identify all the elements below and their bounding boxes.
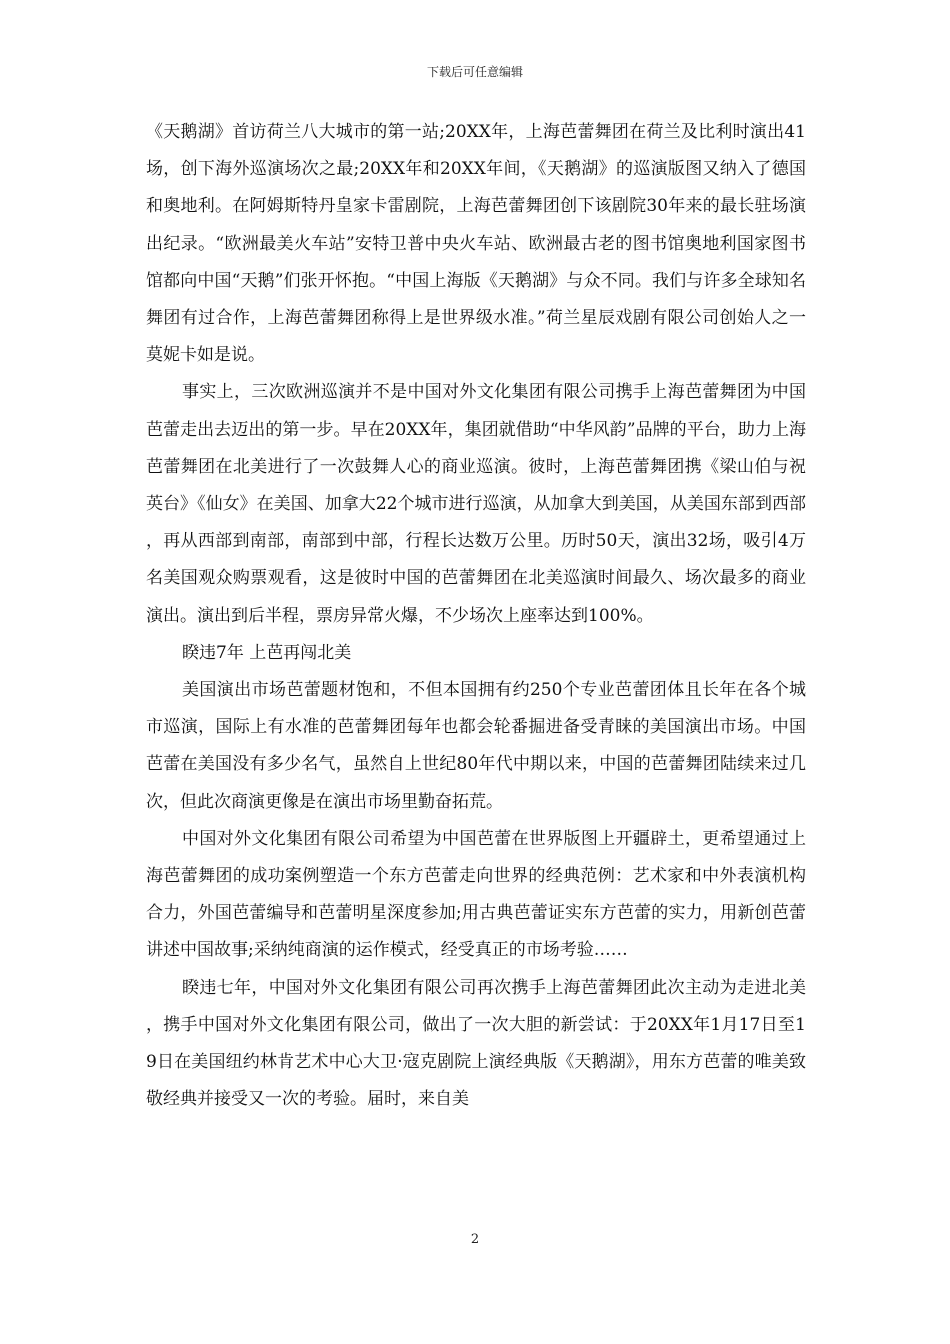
paragraph: 睽违七年，中国对外文化集团有限公司再次携手上海芭蕾舞团此次主动为走进北美，携手中国对外文化集团有限公司，做出了一次大胆的新尝试：于20XX年1月17日至19日在美国纽约林肯艺术中心大卫·寇克剧院上演经典版《天鹅湖》，用东方芭蕾的唯美致敬经典并接受又一次的考验。届时，来自美 (146, 977, 806, 1110)
paragraph: 美国演出市场芭蕾题材饱和，不但本国拥有约250个专业芭蕾团体且长年在各个城市巡演，国际上有水准的芭蕾舞团每年也都会轮番掘进备受青睐的美国演出市场。中国芭蕾在美国没有多少名气，虽然自上世纪80年代中期以来，中国的芭蕾舞团陆续来过几次，但此次商演更像是在演出市场里勤奋拓荒。 (146, 680, 806, 812)
page-number: 2 (470, 1232, 480, 1247)
paragraph: 中国对外文化集团有限公司希望为中国芭蕾在世界版图上开疆辟土，更希望通过上海芭蕾舞团的成功案例塑造一个东方芭蕾走向世界的经典范例：艺术家和中外表演机构合力，外国芭蕾编导和芭蕾明星深度参加;用古典芭蕾证实东方芭蕾的实力，用新创芭蕾讲述中国故事;采纳纯商演的运作模式，经受真正的市场考验…… (146, 828, 806, 961)
paragraph: 事实上，三次欧洲巡演并不是中国对外文化集团有限公司携手上海芭蕾舞团为中国芭蕾走出去迈出的第一步。早在20XX年，集团就借助“中华风韵”品牌的平台，助力上海芭蕾舞团在北美进行了一次鼓舞人心的商业巡演。彼时，上海芭蕾舞团携《梁山伯与祝英台》《仙女》在美国、加拿大22个城市进行巡演，从加拿大到美国，从美国东部到西部，再从西部到南部，南部到中部，行程长达数万公里。历时50天，演出32场，吸引4万名美国观众购票观看，这是彼时中国的芭蕾舞团在北美巡演时间最久、场次最多的商业演出。演出到后半程，票房异常火爆，不少场次上座率达到100%。 (146, 382, 806, 626)
document-body (146, 114, 806, 1118)
section-heading: 睽违7年 上芭再闯北美 (182, 642, 352, 663)
paragraph: 《天鹅湖》首访荷兰八大城市的第一站;20XX年，上海芭蕾舞团在荷兰及比利时演出41场，创下海外巡演场次之最;20XX年和20XX年间，《天鹅湖》的巡演版图又纳入了德国和奥地利。在阿姆斯特丹皇家卡雷剧院，上海芭蕾舞团创下该剧院30年来的最长驻场演出纪录。“欧洲最美火车站”安特卫普中央火车站、欧洲最古老的图书馆奥地利国家图书馆都向中国“天鹅”们张开怀抱。“中国上海版《天鹅湖》与众不同。我们与许多全球知名舞团有过合作，上海芭蕾舞团称得上是世界级水准。”荷兰星辰戏剧有限公司创始人之一莫妮卡如是说。 (146, 122, 806, 366)
page-header-note: 下载后可任意编辑 (426, 65, 523, 79)
